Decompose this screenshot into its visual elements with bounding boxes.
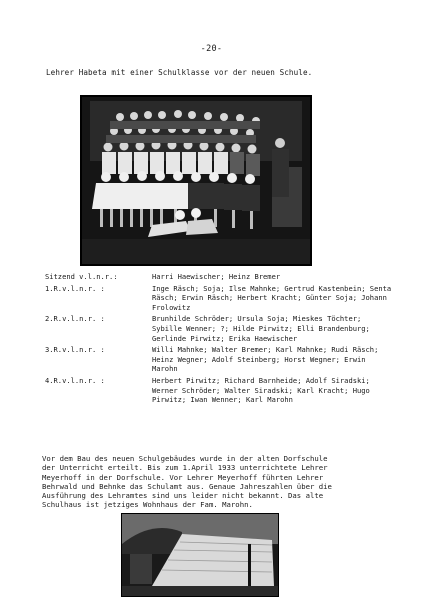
history-paragraph: Vor dem Bau des neuen Schulgebäudes wurde in der alten Dorfschule der Unterricht erteilt. Bis zum 1.April 1933 unterrichtete Lehrer Meyerhoff in der Dorfschule. Vor Lehrer Meyerhoff führten Lehrer Behrwald und Behnke das Schulamt aus. Genaue Jahreszahlen über die Ausführung des Lehramtes sind uns leider nicht bekannt. Das alte Schulhaus ist jetziges Wohnhaus der Fam. Marohn. <box>42 454 332 510</box>
name-row-seated <box>45 272 395 282</box>
row-names: Herbert Pirwitz; Richard Barnheide; Adolf Siradski; Werner Schröder; Walter Siradski; Karl Kracht; Hugo Pirwitz; Iwan Wenner; Karl Marohn <box>152 375 370 405</box>
row-label: 3.R.v.l.n.r. : <box>45 345 105 355</box>
old-schoolhouse-photo <box>121 513 279 597</box>
name-row-4 <box>45 376 395 405</box>
page-number: -20- <box>200 44 223 54</box>
row-label: Sitzend v.l.n.r.: <box>45 272 118 281</box>
row-label: 2.R.v.l.n.r. : <box>45 314 105 324</box>
row-names: Inge Räsch; Soja; Ilse Mahnke; Gertrud Kastenbein; Senta Räsch; Erwin Räsch; Herbert Kracht; Günter Soja; Johann Frolowitz <box>152 283 392 312</box>
row-label: 1.R.v.l.n.r. : <box>45 283 105 293</box>
photo-caption: Lehrer Habeta mit einer Schulklasse vor der neuen Schule. <box>46 68 313 77</box>
row-label: 4.R.v.l.n.r. : <box>45 375 105 385</box>
row-names: Harri Haewischer; Heinz Bremer <box>152 272 281 281</box>
name-row-2 <box>45 314 395 343</box>
name-row-1 <box>45 284 395 313</box>
class-photo-illustration <box>82 97 310 264</box>
class-photo <box>80 95 312 266</box>
old-schoolhouse-illustration <box>122 514 278 596</box>
row-names: Brunhilde Schröder; Ursula Soja; Mieskes Töchter; Sybille Wenner; ?; Hilde Pirwitz; Elli Brandenburg; Gerlinde Pirwitz; Erika Haewischer <box>152 314 370 343</box>
row-names: Willi Mahnke; Walter Bremer; Karl Mahnke; Rudi Räsch; Heinz Wegner; Adolf Steinberg; Horst Wegner; Erwin Marohn <box>152 345 379 374</box>
name-row-3 <box>45 345 395 374</box>
name-list <box>45 272 395 405</box>
